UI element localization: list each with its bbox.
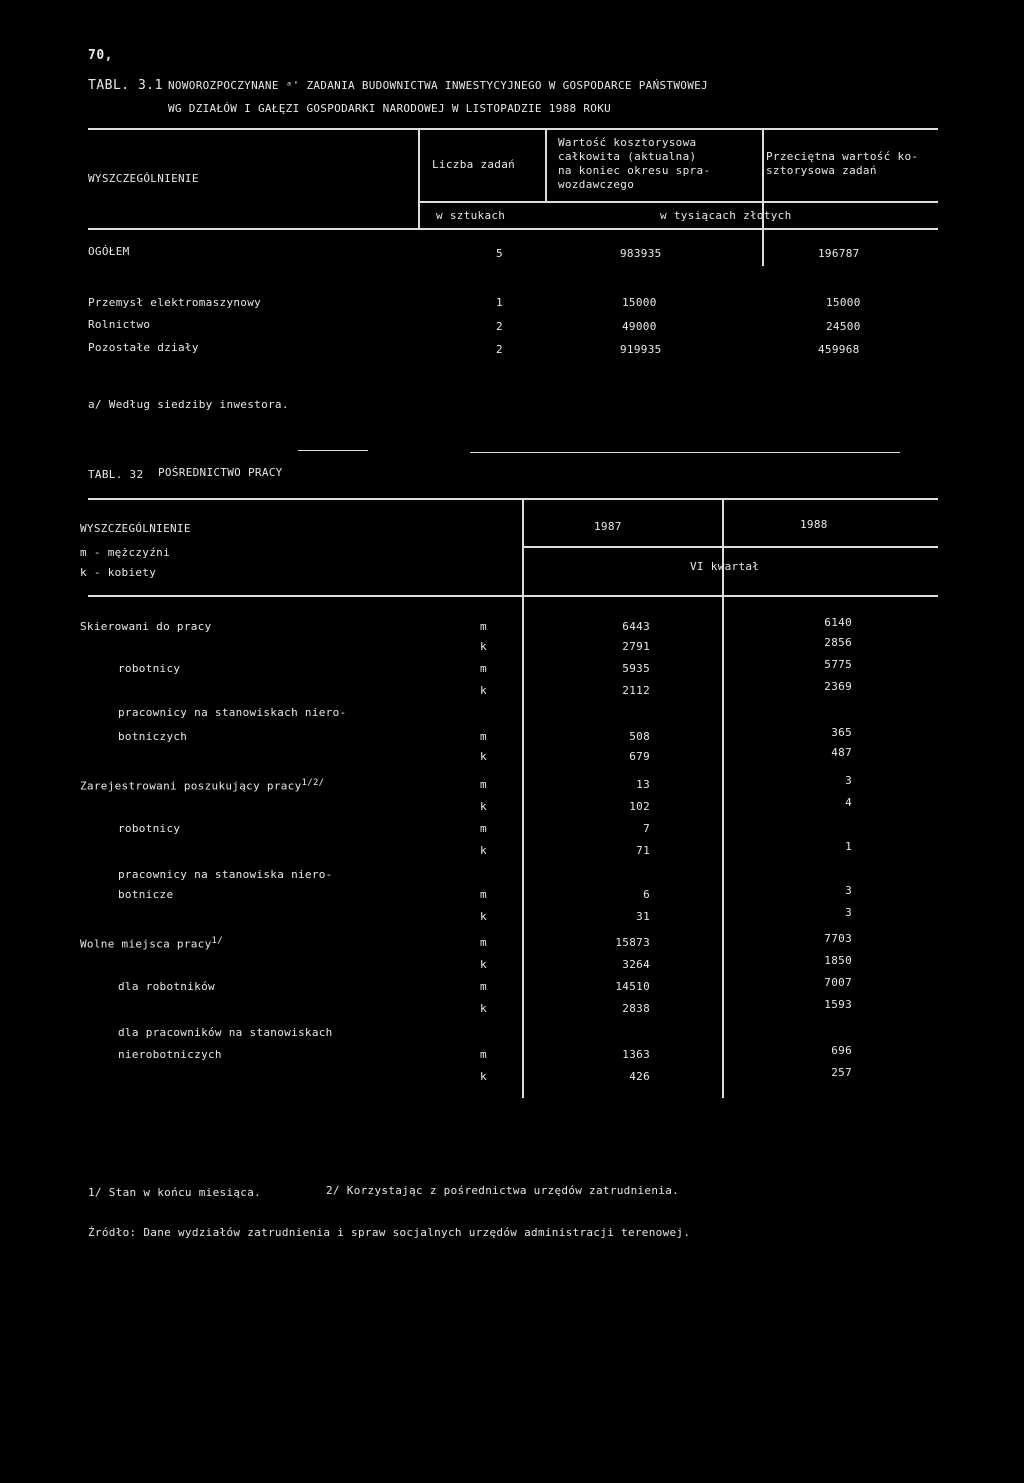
t32-header-1987: 1987 <box>594 520 622 533</box>
t31-row-1-avg: 15000 <box>826 296 861 309</box>
t31-col-divider-2 <box>545 128 547 203</box>
t31-header-spec: WYSZCZEGÓLNIENIE <box>88 172 199 185</box>
t32-row-label <box>80 778 324 793</box>
t32-value-1987: 1363 <box>622 1048 650 1061</box>
t32-header-quarter: VI kwartał <box>690 560 760 573</box>
t32-row-footnote-ref: 1/ <box>211 936 223 946</box>
t32-row-sex: k <box>480 958 487 971</box>
t31-header-value-1: Wartość kosztorysowa <box>558 136 697 149</box>
t32-value-1988: 6140 <box>824 616 852 629</box>
t32-value-1988: 2856 <box>824 636 852 649</box>
t32-value-1987: 2838 <box>622 1002 650 1015</box>
t32-row-sex: m <box>480 1048 487 1061</box>
t32-value-1987: 13 <box>636 778 650 791</box>
t32-row-label <box>118 662 180 675</box>
t31-row-total-avg: 196787 <box>818 247 860 260</box>
t31-unit-value: w tysiącach złotych <box>660 209 792 222</box>
t32-row-label-text: robotnicy <box>118 662 181 675</box>
t31-unit-rule <box>88 228 938 230</box>
t32-row-label <box>118 706 346 719</box>
t32-row-sex: k <box>480 1070 487 1083</box>
t32-value-1987: 426 <box>629 1070 650 1083</box>
t31-row-3-name: Pozostałe działy <box>88 341 199 354</box>
t32-legend-k: k - kobiety <box>80 566 157 579</box>
t32-value-1988: 1 <box>845 840 852 853</box>
t32-title: POŚREDNICTWO PRACY <box>158 466 283 479</box>
t32-row-label <box>118 1026 333 1039</box>
t32-col-divider-2 <box>722 498 724 1098</box>
t32-value-1988: 1850 <box>824 954 852 967</box>
t31-header-value-4: wozdawczego <box>558 178 635 191</box>
t32-label: TABL. 32 <box>88 468 144 481</box>
t32-header-spec: WYSZCZEGÓLNIENIE <box>80 522 191 535</box>
t32-row-label <box>118 888 173 901</box>
t32-value-1988: 4 <box>845 796 852 809</box>
t32-value-1987: 3264 <box>622 958 650 971</box>
t31-row-2-name: Rolnictwo <box>88 318 151 331</box>
t32-row-label-text: Skierowani do pracy <box>80 620 212 633</box>
t32-value-1988: 2369 <box>824 680 852 693</box>
t31-header-avg-1: Przeciętna wartość ko- <box>766 150 919 163</box>
t32-footnote2: 2/ Korzystając z pośrednictwa urzędów zatrudnienia. <box>326 1184 680 1197</box>
t31-label: TABL. 3.1 <box>88 78 163 93</box>
t32-row-sex: m <box>480 822 487 835</box>
t32-col-divider-1 <box>522 498 524 1098</box>
t31-footnote: a/ Według siedziby inwestora. <box>88 398 289 411</box>
t32-value-1988: 1593 <box>824 998 852 1011</box>
t32-value-1988: 365 <box>831 726 852 739</box>
t32-row-sex: k <box>480 750 487 763</box>
t32-row-sex: m <box>480 888 487 901</box>
t32-source: Źródło: Dane wydziałów zatrudnienia i spraw socjalnych urzędów administracji terenowej. <box>88 1226 691 1239</box>
t32-row-sex: k <box>480 640 487 653</box>
t31-row-2-value: 49000 <box>622 320 657 333</box>
t31-col-divider-3 <box>762 128 764 266</box>
t32-value-1988: 3 <box>845 774 852 787</box>
t31-header-count: Liczba zadań <box>432 158 516 171</box>
t31-row-3-value: 919935 <box>620 343 662 356</box>
t32-row-label-text: Wolne miejsca pracy <box>80 937 212 951</box>
t32-legend-m: m - mężczyźni <box>80 546 170 559</box>
t31-row-3-avg: 459968 <box>818 343 860 356</box>
t32-footnote1: 1/ Stan w końcu miesiąca. <box>88 1186 262 1199</box>
t32-value-1987: 71 <box>636 844 650 857</box>
t32-row-sex: m <box>480 980 487 993</box>
page-number: 70, <box>88 48 113 63</box>
t32-row-label <box>118 1048 222 1061</box>
t31-bottom-rule-2 <box>470 452 900 453</box>
t32-value-1987: 6443 <box>622 620 650 633</box>
t31-row-total-count: 5 <box>496 247 503 260</box>
t32-row-label-text: botniczych <box>118 730 188 743</box>
t32-value-1988: 257 <box>831 1066 852 1079</box>
t32-row-footnote-ref: 1/2/ <box>301 778 325 788</box>
t32-row-label <box>118 980 215 993</box>
t32-row-label <box>80 620 212 633</box>
t32-value-1988: 7007 <box>824 976 852 989</box>
t31-row-1-value: 15000 <box>622 296 657 309</box>
t32-row-label-text: dla robotników <box>118 980 215 993</box>
t32-value-1987: 508 <box>629 730 650 743</box>
t32-row-label-text: Zarejestrowani poszukujący pracy <box>80 779 302 793</box>
t32-value-1988: 487 <box>831 746 852 759</box>
t32-row-label-text: robotnicy <box>118 822 181 835</box>
t32-value-1988: 5775 <box>824 658 852 671</box>
t32-row-sex: m <box>480 662 487 675</box>
t31-row-3-count: 2 <box>496 343 503 356</box>
t31-row-2-count: 2 <box>496 320 503 333</box>
t31-top-rule <box>88 128 938 130</box>
t31-header-value-3: na koniec okresu spra- <box>558 164 711 177</box>
t31-title-line1: NOWOROZPOCZYNANE ᵃ' ZADANIA BUDOWNICTWA INWESTYCYJNEGO W GOSPODARCE PAŃSTWOWEJ <box>168 79 708 92</box>
t32-row-sex: m <box>480 620 487 633</box>
t32-row-sex: k <box>480 800 487 813</box>
t32-value-1988: 7703 <box>824 932 852 945</box>
t32-row-label-text: nierobotniczych <box>118 1048 222 1061</box>
t32-value-1987: 6 <box>643 888 650 901</box>
t31-row-1-name: Przemysł elektromaszynowy <box>88 296 262 309</box>
t32-row-label <box>118 822 180 835</box>
t32-row-label <box>80 936 223 951</box>
t32-value-1987: 2112 <box>622 684 650 697</box>
t31-title-line2: WG DZIAŁÓW I GAŁĘZI GOSPODARKI NARODOWEJ W LISTOPADZIE 1988 ROKU <box>168 102 612 115</box>
t32-value-1988: 696 <box>831 1044 852 1057</box>
t31-col-divider-1 <box>418 128 420 228</box>
t31-header-avg-2: sztorysowa zadań <box>766 164 877 177</box>
t32-row-label-text: dla pracowników na stanowiskach <box>118 1026 333 1039</box>
t32-row-sex: k <box>480 1002 487 1015</box>
t32-top-rule <box>88 498 938 500</box>
t32-value-1987: 15873 <box>615 936 650 949</box>
t32-value-1987: 7 <box>643 822 650 835</box>
t32-value-1987: 679 <box>629 750 650 763</box>
t32-row-sex: m <box>480 730 487 743</box>
t31-row-total-value: 983935 <box>620 247 662 260</box>
t32-header-rule <box>88 595 938 597</box>
t32-row-sex: k <box>480 844 487 857</box>
t31-unit-count: w sztukach <box>436 209 506 222</box>
t32-row-sex: m <box>480 778 487 791</box>
t32-header-1988: 1988 <box>800 518 828 531</box>
t31-header-value-2: całkowita (aktualna) <box>558 150 697 163</box>
t32-value-1988: 3 <box>845 884 852 897</box>
t32-row-label-text: botnicze <box>118 888 174 901</box>
t31-row-2-avg: 24500 <box>826 320 861 333</box>
t32-value-1987: 14510 <box>615 980 650 993</box>
t32-value-1987: 5935 <box>622 662 650 675</box>
t32-row-label <box>118 868 333 881</box>
t32-row-label-text: pracownicy na stanowiska niero- <box>118 868 333 881</box>
t31-row-1-count: 1 <box>496 296 503 309</box>
t32-year-rule <box>522 546 938 548</box>
t32-row-label-text: pracownicy na stanowiskach niero- <box>118 706 347 719</box>
t32-value-1988: 3 <box>845 906 852 919</box>
t31-header-rule <box>418 201 938 203</box>
t32-row-sex: m <box>480 936 487 949</box>
t32-row-sex: k <box>480 684 487 697</box>
t32-value-1987: 2791 <box>622 640 650 653</box>
t31-row-total-name: OGÓŁEM <box>88 245 130 258</box>
t32-row-label <box>118 730 187 743</box>
t32-value-1987: 31 <box>636 910 650 923</box>
t31-bottom-rule <box>298 450 368 451</box>
t32-row-sex: k <box>480 910 487 923</box>
t32-value-1987: 102 <box>629 800 650 813</box>
